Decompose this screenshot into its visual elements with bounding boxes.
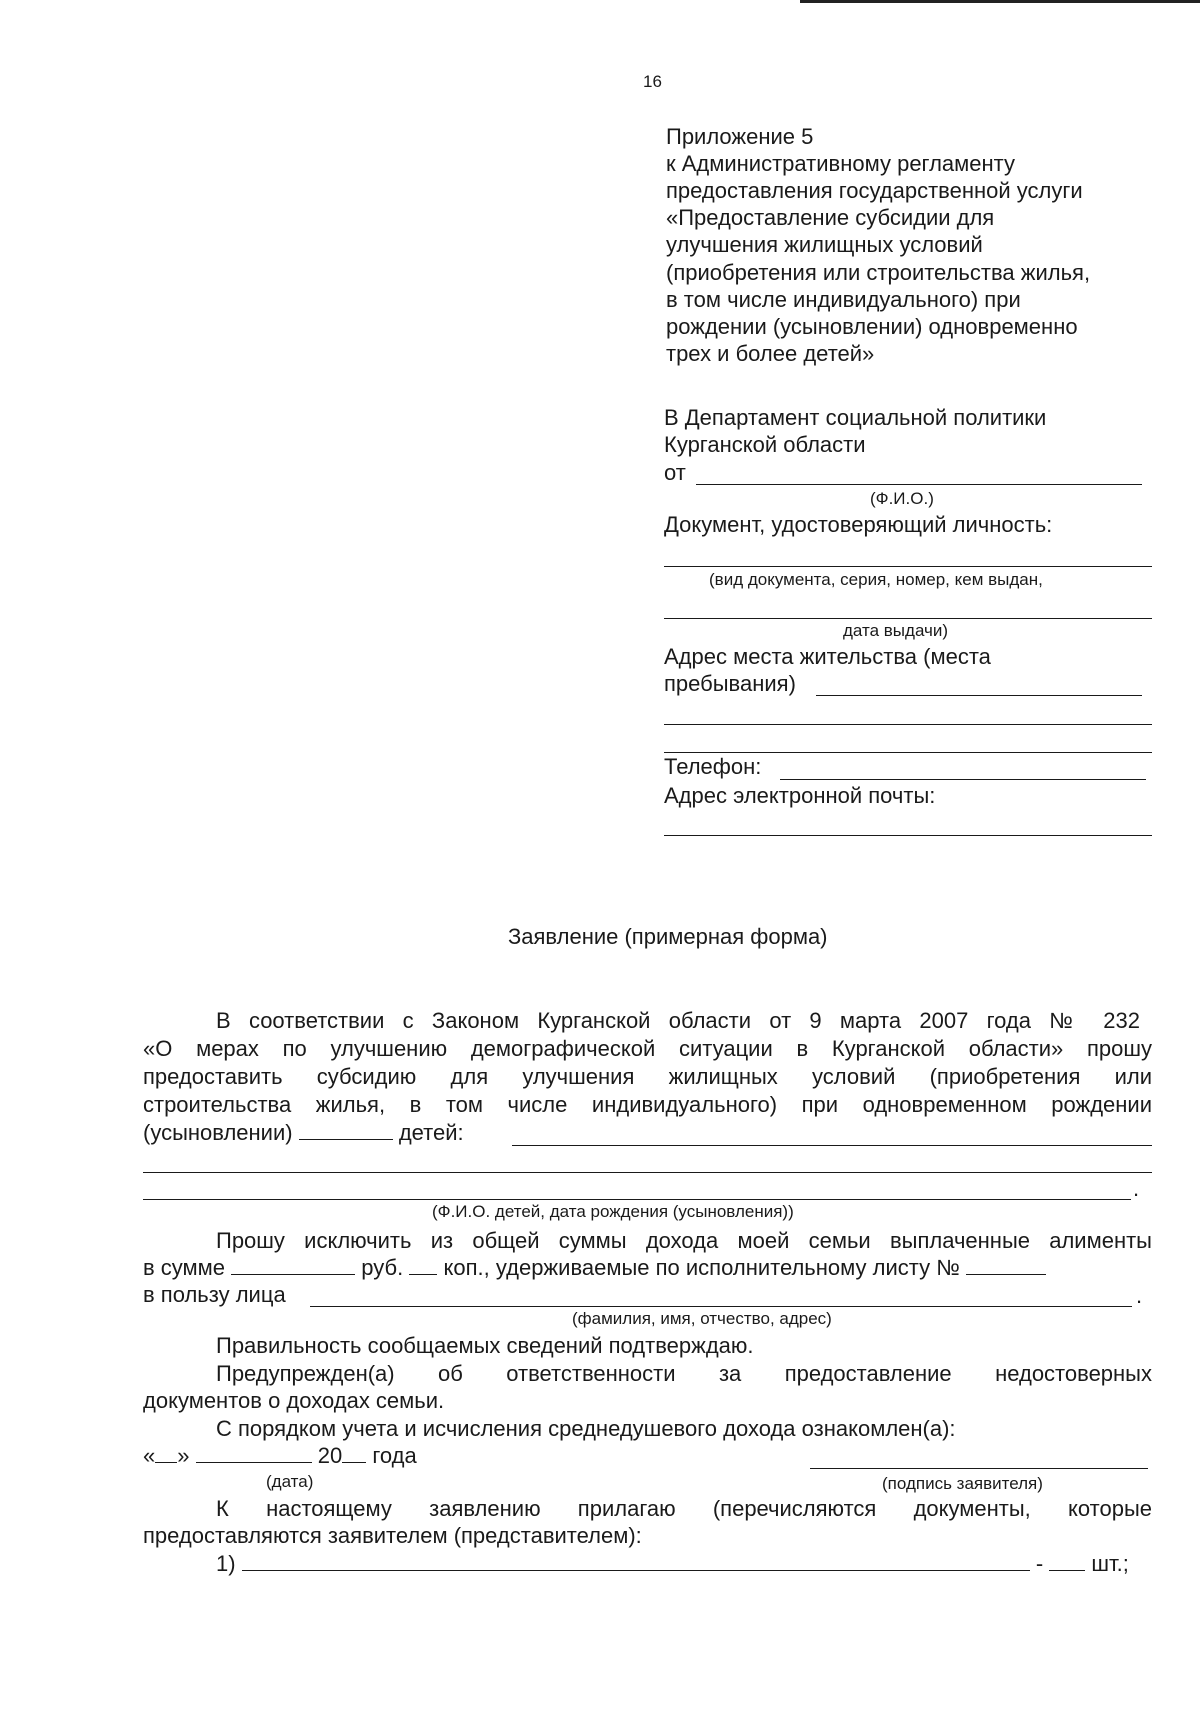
applicant-fio-field[interactable] bbox=[696, 484, 1142, 485]
attachments-text: К настоящему заявлению прилагаю (перечисляются документы, которые bbox=[216, 1496, 1152, 1521]
appendix-line: «Предоставление субсидии для bbox=[666, 205, 995, 230]
issue-date-caption: дата выдачи) bbox=[843, 621, 949, 640]
attachment-item: 1) - шт.; bbox=[216, 1551, 1129, 1576]
attachment-count-field[interactable] bbox=[1049, 1569, 1085, 1571]
appendix-line: трех и более детей» bbox=[666, 341, 875, 366]
paragraph-line: предоставить субсидию для улучшения жилищных условий (приобретения или bbox=[143, 1064, 1152, 1089]
id-document-label: Документ, удостоверяющий личность: bbox=[664, 512, 1053, 537]
issue-date-field[interactable] bbox=[664, 618, 1152, 619]
id-document-caption: (вид документа, серия, номер, кем выдан, bbox=[709, 570, 1043, 589]
fio-caption: (Ф.И.О.) bbox=[870, 489, 934, 508]
attachment-item-field[interactable] bbox=[242, 1569, 1030, 1571]
paragraph-line: в сумме руб. коп., удерживаемые по исполнительному листу № bbox=[143, 1255, 1046, 1281]
paragraph-line: в пользу лица bbox=[143, 1282, 286, 1307]
beneficiary-field[interactable] bbox=[310, 1306, 1132, 1307]
paragraph-line: Прошу исключить из общей суммы дохода моей семьи выплаченные алименты bbox=[216, 1228, 1152, 1253]
id-document-field[interactable] bbox=[664, 566, 1152, 567]
children-list-field-3[interactable] bbox=[143, 1199, 1131, 1200]
appendix-line: Приложение 5 bbox=[666, 124, 814, 149]
from-label: от bbox=[664, 460, 686, 485]
paragraph-line: «О мерах по улучшению демографической ситуации в Курганской области» прошу bbox=[143, 1036, 1152, 1061]
alimony-rub-field[interactable] bbox=[231, 1273, 355, 1275]
alimony-kop-field[interactable] bbox=[409, 1273, 437, 1275]
acknowledgement-text: С порядком учета и исчисления среднедушевого дохода ознакомлен(а): bbox=[216, 1416, 956, 1441]
paragraph-line: (усыновлении) детей: bbox=[143, 1120, 464, 1145]
phone-field[interactable] bbox=[780, 779, 1146, 780]
appendix-line: предоставления государственной услуги bbox=[666, 178, 1083, 203]
email-field[interactable] bbox=[664, 835, 1152, 836]
writ-number-field[interactable] bbox=[966, 1273, 1046, 1275]
year-field[interactable] bbox=[342, 1461, 366, 1463]
day-field[interactable] bbox=[155, 1461, 177, 1463]
phone-label: Телефон: bbox=[664, 754, 762, 779]
appendix-line: в том числе индивидуального) при bbox=[666, 287, 1021, 312]
children-list-field[interactable] bbox=[512, 1145, 1152, 1146]
appendix-line: (приобретения или строительства жилья, bbox=[666, 260, 1091, 285]
paragraph-line: строительства жилья, в том числе индивидуального) при одновременном рождении bbox=[143, 1092, 1152, 1117]
attachments-text-cont: предоставляются заявителем (представителем): bbox=[143, 1523, 642, 1548]
addressee-line: В Департамент социальной политики bbox=[664, 405, 1047, 430]
email-label: Адрес электронной почты: bbox=[664, 783, 936, 808]
address-field[interactable] bbox=[816, 695, 1142, 696]
period: . bbox=[1133, 1176, 1140, 1201]
address-label-cont: пребывания) bbox=[664, 671, 796, 696]
date-row: « » 20 года bbox=[143, 1443, 417, 1468]
appendix-line: рождении (усыновлении) одновременно bbox=[666, 314, 1078, 339]
children-caption: (Ф.И.О. детей, дата рождения (усыновления)) bbox=[432, 1202, 794, 1221]
addressee-line: Курганской области bbox=[664, 432, 866, 457]
confirmation-text: Правильность сообщаемых сведений подтверждаю. bbox=[216, 1333, 754, 1358]
paragraph-line: В соответствии с Законом Курганской области от 9 марта 2007 года № 232 bbox=[216, 1008, 1140, 1033]
appendix-line: к Административному регламенту bbox=[666, 151, 1016, 176]
address-field-3[interactable] bbox=[664, 752, 1152, 753]
appendix-line: улучшения жилищных условий bbox=[666, 232, 983, 257]
signature-field[interactable] bbox=[810, 1468, 1148, 1469]
signature-caption: (подпись заявителя) bbox=[882, 1474, 1043, 1493]
address-label: Адрес места жительства (места bbox=[664, 644, 991, 669]
address-field-2[interactable] bbox=[664, 724, 1152, 725]
children-list-field-2[interactable] bbox=[143, 1172, 1152, 1173]
beneficiary-caption: (фамилия, имя, отчество, адрес) bbox=[572, 1309, 832, 1328]
period: . bbox=[1136, 1283, 1143, 1308]
month-field[interactable] bbox=[196, 1461, 312, 1463]
date-caption: (дата) bbox=[266, 1472, 314, 1491]
scan-edge-line bbox=[800, 0, 1200, 3]
warning-text-cont: документов о доходах семьи. bbox=[143, 1388, 445, 1413]
document-title: Заявление (примерная форма) bbox=[508, 924, 828, 949]
warning-text: Предупрежден(а) об ответственности за предоставление недостоверных bbox=[216, 1361, 1152, 1386]
page-number: 16 bbox=[643, 72, 662, 91]
children-count-field[interactable] bbox=[299, 1138, 393, 1140]
